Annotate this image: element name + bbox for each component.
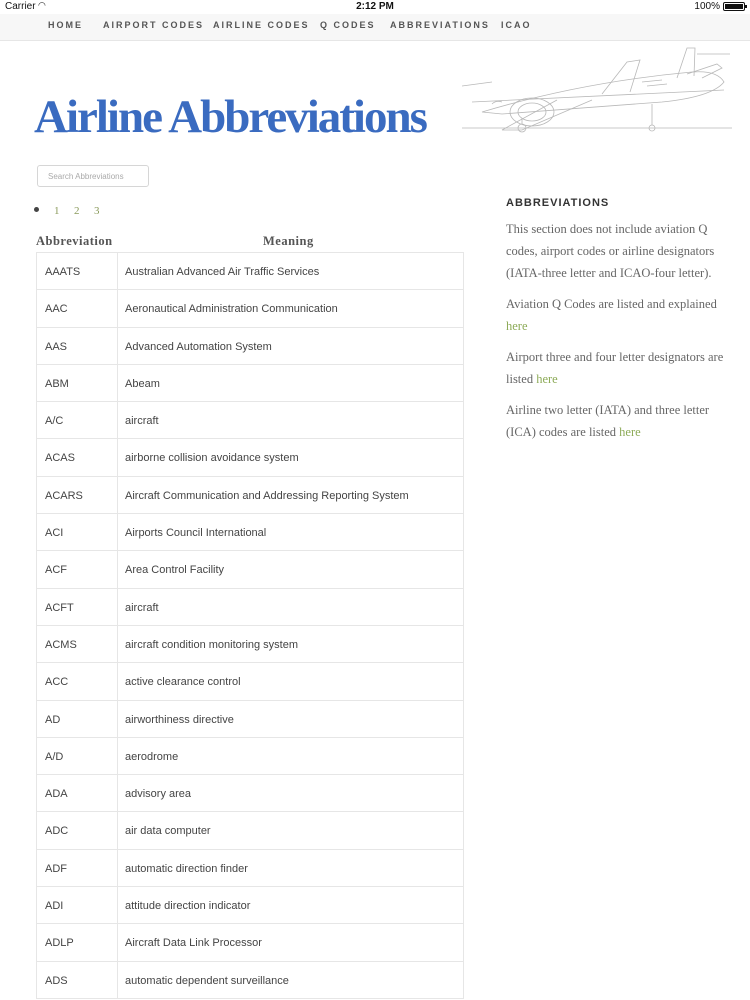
meaning-cell: aircraft <box>125 601 159 614</box>
table-row[interactable] <box>36 962 464 999</box>
abbr-cell: ADI <box>37 887 118 923</box>
pagination-bullet-icon <box>34 207 39 212</box>
meaning-cell: aircraft condition monitoring system <box>125 638 299 651</box>
table-row[interactable] <box>36 812 464 849</box>
table-row[interactable] <box>36 738 464 775</box>
abbr-cell: ACARS <box>37 477 118 513</box>
meaning-cell: aerodrome <box>125 750 179 763</box>
abbr-cell: A/C <box>37 402 118 438</box>
meaning-cell: automatic dependent surveillance <box>125 974 289 987</box>
airplane-sketch-image <box>462 42 732 134</box>
abbr-cell: AAC <box>37 290 118 326</box>
airport-here-link[interactable]: here <box>536 372 558 386</box>
table-row[interactable] <box>36 402 464 439</box>
nav-q-codes[interactable]: Q CODES <box>320 20 376 30</box>
table-row[interactable] <box>36 663 464 700</box>
meaning-cell: automatic direction finder <box>125 862 248 875</box>
page-link-2[interactable]: 2 <box>74 205 80 217</box>
meaning-cell: air data computer <box>125 825 211 838</box>
sidebar-intro: This section does not include aviation Q codes, airport codes or airline designators (IATA-three letter and ICAO-four letter). <box>506 222 715 280</box>
meaning-cell: Advanced Automation System <box>125 340 272 353</box>
table-row[interactable] <box>36 253 464 290</box>
nav-abbreviations[interactable]: ABBREVIATIONS <box>390 20 490 30</box>
table-row[interactable] <box>36 924 464 961</box>
page-title: Airline Abbreviations <box>34 91 426 143</box>
sidebar-q-codes-note <box>506 293 726 337</box>
meaning-cell: Aeronautical Administration Communication <box>125 303 338 316</box>
abbr-cell: ABM <box>37 365 118 401</box>
sidebar <box>506 192 726 452</box>
table-row[interactable] <box>36 626 464 663</box>
abbr-cell: ACC <box>37 663 118 699</box>
search-input[interactable] <box>37 165 149 187</box>
table-row[interactable] <box>36 551 464 588</box>
meaning-cell: Australian Advanced Air Traffic Services <box>125 266 320 278</box>
meaning-cell: advisory area <box>125 788 192 801</box>
meaning-cell: airworthiness directive <box>125 713 234 726</box>
page-link-1[interactable]: 1 <box>54 205 60 217</box>
airline-text: Airline two letter (IATA) and three letter (ICA) codes are listed <box>506 403 710 439</box>
nav-home[interactable]: HOME <box>48 20 83 30</box>
airline-here-link[interactable]: here <box>619 425 641 439</box>
meaning-cell: Airports Council International <box>125 527 267 540</box>
table-row[interactable] <box>36 514 464 551</box>
abbr-cell: ADS <box>37 962 118 998</box>
carrier-label: Carrier <box>5 1 36 12</box>
table-row[interactable] <box>36 477 464 514</box>
nav-airline-codes[interactable]: AIRLINE CODES <box>213 20 310 30</box>
abbr-cell: ADC <box>37 812 118 848</box>
table-row[interactable] <box>36 887 464 924</box>
abbr-cell: ACI <box>37 514 118 550</box>
table-row[interactable] <box>36 439 464 476</box>
column-header-meaning: Meaning <box>263 234 314 248</box>
meaning-cell: attitude direction indicator <box>125 900 251 913</box>
status-bar <box>0 0 750 14</box>
battery-icon <box>723 2 745 11</box>
table-row[interactable] <box>36 775 464 812</box>
meaning-cell: Aircraft Data Link Processor <box>125 937 262 950</box>
abbr-cell: ACAS <box>37 439 118 475</box>
meaning-cell: airborne collision avoidance system <box>125 452 299 465</box>
sidebar-airline-note <box>506 399 726 443</box>
table-row[interactable] <box>36 850 464 887</box>
table-row[interactable] <box>36 290 464 327</box>
page-link-3[interactable]: 3 <box>94 205 100 217</box>
wifi-icon: ◠ <box>38 0 46 10</box>
abbr-cell: A/D <box>37 738 118 774</box>
abbr-cell: ACF <box>37 551 118 587</box>
q-codes-here-link[interactable]: here <box>506 319 528 333</box>
top-nav <box>0 14 750 41</box>
meaning-cell: active clearance control <box>125 676 241 689</box>
meaning-cell: aircraft <box>125 415 159 428</box>
table-row[interactable] <box>36 328 464 365</box>
abbreviations-table <box>36 252 464 999</box>
meaning-cell: Area Control Facility <box>125 564 225 577</box>
abbr-cell: ACFT <box>37 589 118 625</box>
table-row[interactable] <box>36 365 464 402</box>
abbr-cell: ACMS <box>37 626 118 662</box>
nav-icao[interactable]: ICAO <box>501 20 532 30</box>
battery-percent: 100% <box>694 1 720 12</box>
table-row[interactable] <box>36 701 464 738</box>
abbr-cell: ADLP <box>37 924 118 960</box>
meaning-cell: Aircraft Communication and Addressing Reporting System <box>125 489 409 502</box>
q-codes-text: Aviation Q Codes are listed and explained <box>506 297 717 311</box>
abbr-cell: AAATS <box>37 253 118 289</box>
column-header-abbreviation: Abbreviation <box>36 234 113 248</box>
abbr-cell: ADA <box>37 775 118 811</box>
abbr-cell: ADF <box>37 850 118 886</box>
clock: 2:12 PM <box>356 1 394 12</box>
meaning-cell: Abeam <box>125 377 160 390</box>
sidebar-heading: ABBREVIATIONS <box>506 197 610 209</box>
abbr-cell: AAS <box>37 328 118 364</box>
abbr-cell: AD <box>37 701 118 737</box>
sidebar-airport-note <box>506 346 726 390</box>
airport-text: Airport three and four letter designators are listed <box>506 350 724 386</box>
nav-airport-codes[interactable]: AIRPORT CODES <box>103 20 205 30</box>
table-row[interactable] <box>36 589 464 626</box>
